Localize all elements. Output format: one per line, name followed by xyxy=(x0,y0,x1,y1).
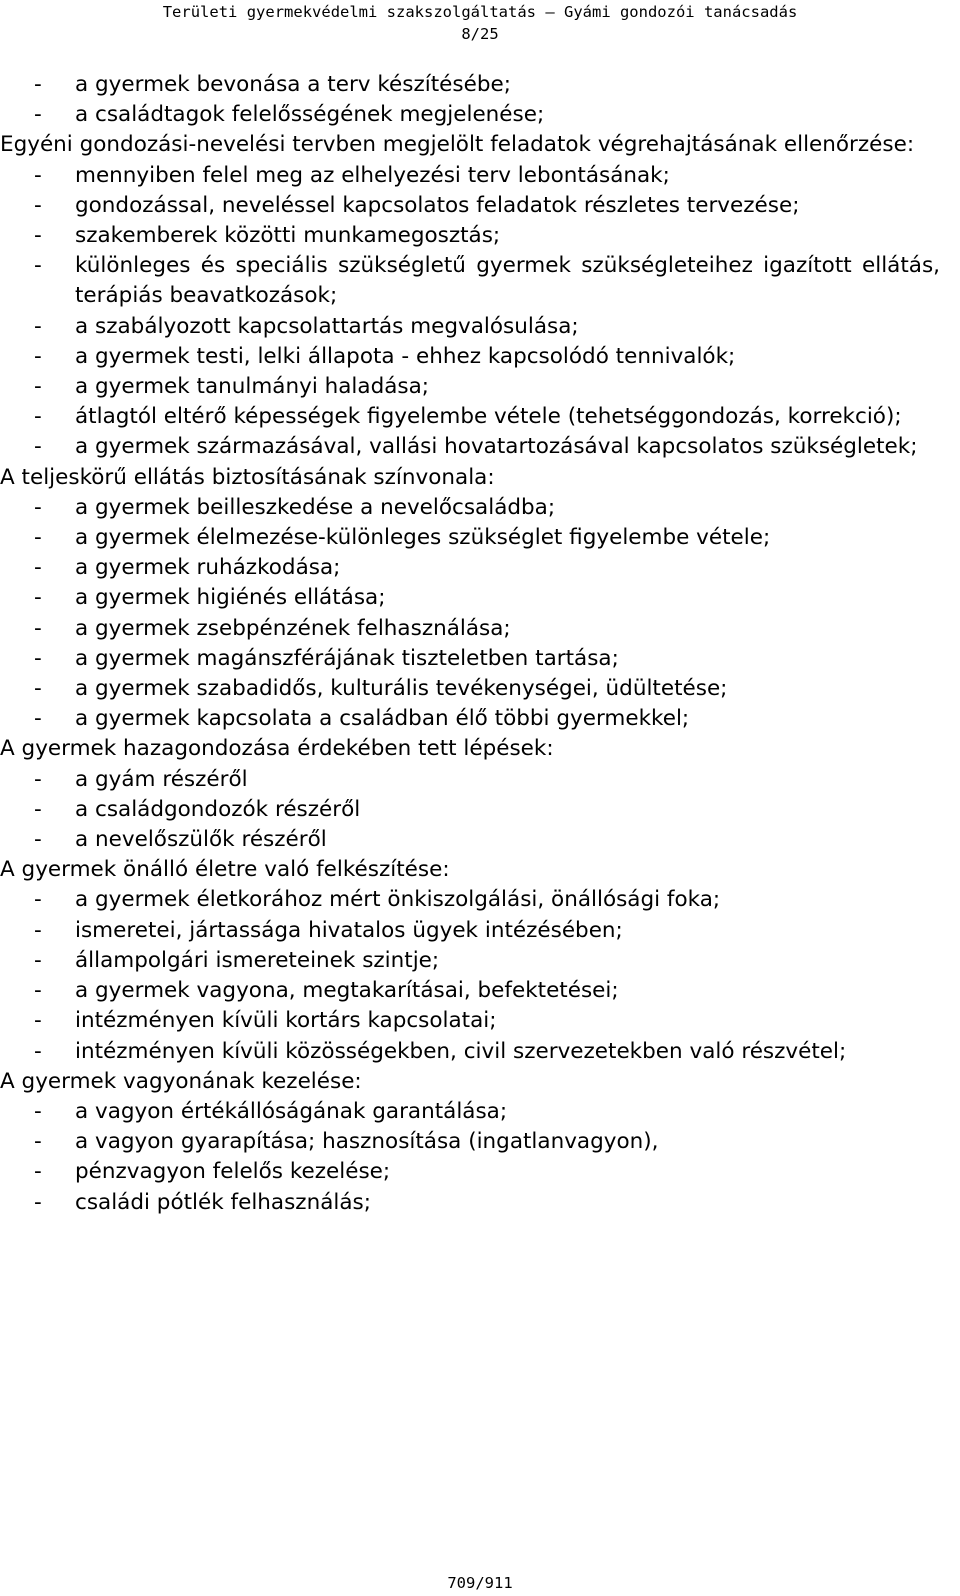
list-item xyxy=(0,372,940,402)
list-bullet-dash: - xyxy=(34,1189,42,1215)
list-bullet-dash: - xyxy=(34,102,42,128)
list-bullet-dash: - xyxy=(34,585,42,611)
list-item-text: a gyermek szabadidős, kulturális tevékenységei, üdültetése; xyxy=(75,676,728,702)
list-item-text: a gyermek magánszférájának tiszteletben tartása; xyxy=(75,645,619,671)
list-bullet-dash: - xyxy=(34,887,42,913)
list-item xyxy=(0,251,940,311)
list-bullet-dash: - xyxy=(34,917,42,943)
list-item-text: mennyiben felel meg az elhelyezési terv lebontásának; xyxy=(75,162,670,188)
list-bullet-dash: - xyxy=(34,374,42,400)
list-item xyxy=(0,614,940,644)
list-bullet-dash: - xyxy=(34,192,42,218)
list-item-text: pénzvagyon felelős kezelése; xyxy=(75,1159,391,1185)
list-bullet-dash: - xyxy=(34,827,42,853)
list-item xyxy=(0,1037,940,1067)
list-item-text: átlagtól eltérő képességek figyelembe vétele (tehetséggondozás, korrekció); xyxy=(75,404,902,430)
list-item xyxy=(0,825,940,855)
list-bullet-dash: - xyxy=(34,1008,42,1034)
section-heading: A gyermek önálló életre való felkészítése: xyxy=(0,857,450,883)
list-item xyxy=(0,342,940,372)
list-bullet-dash: - xyxy=(34,1038,42,1064)
list-item xyxy=(0,1157,940,1187)
section-heading: A gyermek hazagondozása érdekében tett lépések: xyxy=(0,736,554,762)
list-item-text: különleges és speciális szükségletű gyermek szükségleteihez igazított ellátás, terápiás beavatkozások; xyxy=(75,253,940,309)
document-body xyxy=(0,70,940,1218)
list-bullet-dash: - xyxy=(34,1098,42,1124)
list-item-text: a családtagok felelősségének megjelenése; xyxy=(75,102,545,128)
list-item xyxy=(0,916,940,946)
list-item xyxy=(0,1006,940,1036)
list-bullet-dash: - xyxy=(34,434,42,460)
list-item-text: a gyermek élelmezése-különleges szükséglet figyelembe vétele; xyxy=(75,525,771,551)
list-bullet-dash: - xyxy=(34,494,42,520)
list-bullet-dash: - xyxy=(34,615,42,641)
section-heading: Egyéni gondozási-nevelési tervben megjelölt feladatok végrehajtásának ellenőrzése: xyxy=(0,132,915,158)
list-item xyxy=(0,583,940,613)
list-item xyxy=(0,976,940,1006)
header-title: Területi gyermekvédelmi szakszolgáltatás – Gyámi gondozói tanácsadás xyxy=(162,3,798,21)
list-bullet-dash: - xyxy=(34,162,42,188)
list-item xyxy=(0,161,940,191)
list-bullet-dash: - xyxy=(34,404,42,430)
list-item-text: a családgondozók részéről xyxy=(75,796,361,822)
list-item-text: állampolgári ismereteinek szintje; xyxy=(75,947,440,973)
list-item-text: a gyermek származásával, vallási hovatartozásával kapcsolatos szükségletek; xyxy=(75,434,918,460)
list-item xyxy=(0,100,940,130)
list-item-text: a gyermek tanulmányi haladása; xyxy=(75,374,430,400)
list-item xyxy=(0,523,940,553)
list-item-text: a szabályozott kapcsolattartás megvalósulása; xyxy=(75,313,579,339)
list-item xyxy=(0,191,940,221)
list-item xyxy=(0,946,940,976)
list-item-text: családi pótlék felhasználás; xyxy=(75,1189,371,1215)
list-item xyxy=(0,402,940,432)
list-bullet-dash: - xyxy=(34,343,42,369)
list-bullet-dash: - xyxy=(34,313,42,339)
list-bullet-dash: - xyxy=(34,796,42,822)
list-item xyxy=(0,312,940,342)
list-item xyxy=(0,885,940,915)
list-item-text: a gyermek kapcsolata a családban élő többi gyermekkel; xyxy=(75,706,690,732)
list-item xyxy=(0,493,940,523)
list-item xyxy=(0,553,940,583)
list-bullet-dash: - xyxy=(34,766,42,792)
list-item xyxy=(0,1188,940,1218)
list-item xyxy=(0,1097,940,1127)
list-item-text: a gyermek higiénés ellátása; xyxy=(75,585,386,611)
list-item-text: a vagyon értékállóságának garantálása; xyxy=(75,1098,508,1124)
list-item xyxy=(0,674,940,704)
page-footer-number: 709/911 xyxy=(447,1574,513,1592)
list-bullet-dash: - xyxy=(34,676,42,702)
list-item-text: a gyermek testi, lelki állapota - ehhez kapcsolódó tennivalók; xyxy=(75,343,736,369)
list-item-text: a gyermek ruházkodása; xyxy=(75,555,341,581)
list-item xyxy=(0,765,940,795)
list-item xyxy=(0,70,940,100)
header-page-number: 8/25 xyxy=(461,25,499,43)
list-item-text: a gyermek zsebpénzének felhasználása; xyxy=(75,615,511,641)
list-item xyxy=(0,221,940,251)
list-bullet-dash: - xyxy=(34,1159,42,1185)
list-item-text: intézményen kívüli közösségekben, civil szervezetekben való részvétel; xyxy=(75,1038,847,1064)
list-bullet-dash: - xyxy=(34,223,42,249)
list-item-text: gondozással, neveléssel kapcsolatos feladatok részletes tervezése; xyxy=(75,192,800,218)
list-item xyxy=(0,644,940,674)
list-bullet-dash: - xyxy=(34,645,42,671)
list-bullet-dash: - xyxy=(34,253,42,279)
list-item xyxy=(0,704,940,734)
list-item-text: ismeretei, jártassága hivatalos ügyek intézésében; xyxy=(75,917,623,943)
list-bullet-dash: - xyxy=(34,1129,42,1155)
list-item-text: a vagyon gyarapítása; hasznosítása (ingatlanvagyon), xyxy=(75,1129,659,1155)
list-item-text: a nevelőszülők részéről xyxy=(75,827,327,853)
list-bullet-dash: - xyxy=(34,525,42,551)
list-bullet-dash: - xyxy=(34,72,42,97)
list-bullet-dash: - xyxy=(34,706,42,732)
section-heading: A gyermek vagyonának kezelése: xyxy=(0,1068,362,1094)
list-item-text: szakemberek közötti munkamegosztás; xyxy=(75,223,501,249)
list-bullet-dash: - xyxy=(34,978,42,1004)
section-heading: A teljeskörű ellátás biztosításának színvonala: xyxy=(0,464,495,490)
list-item xyxy=(0,795,940,825)
list-item-text: a gyermek életkorához mért önkiszolgálási, önállósági foka; xyxy=(75,887,721,913)
list-item-text: intézményen kívüli kortárs kapcsolatai; xyxy=(75,1008,497,1034)
list-item-text: a gyám részéről xyxy=(75,766,248,792)
list-bullet-dash: - xyxy=(34,555,42,581)
list-item xyxy=(0,432,940,462)
list-bullet-dash: - xyxy=(34,947,42,973)
page-header xyxy=(0,0,960,45)
list-item-text: a gyermek beilleszkedése a nevelőcsaládba; xyxy=(75,494,556,520)
list-item-text: a gyermek bevonása a terv készítésébe; xyxy=(75,72,511,97)
list-item xyxy=(0,1127,940,1157)
list-item-text: a gyermek vagyona, megtakarításai, befektetései; xyxy=(75,978,619,1004)
